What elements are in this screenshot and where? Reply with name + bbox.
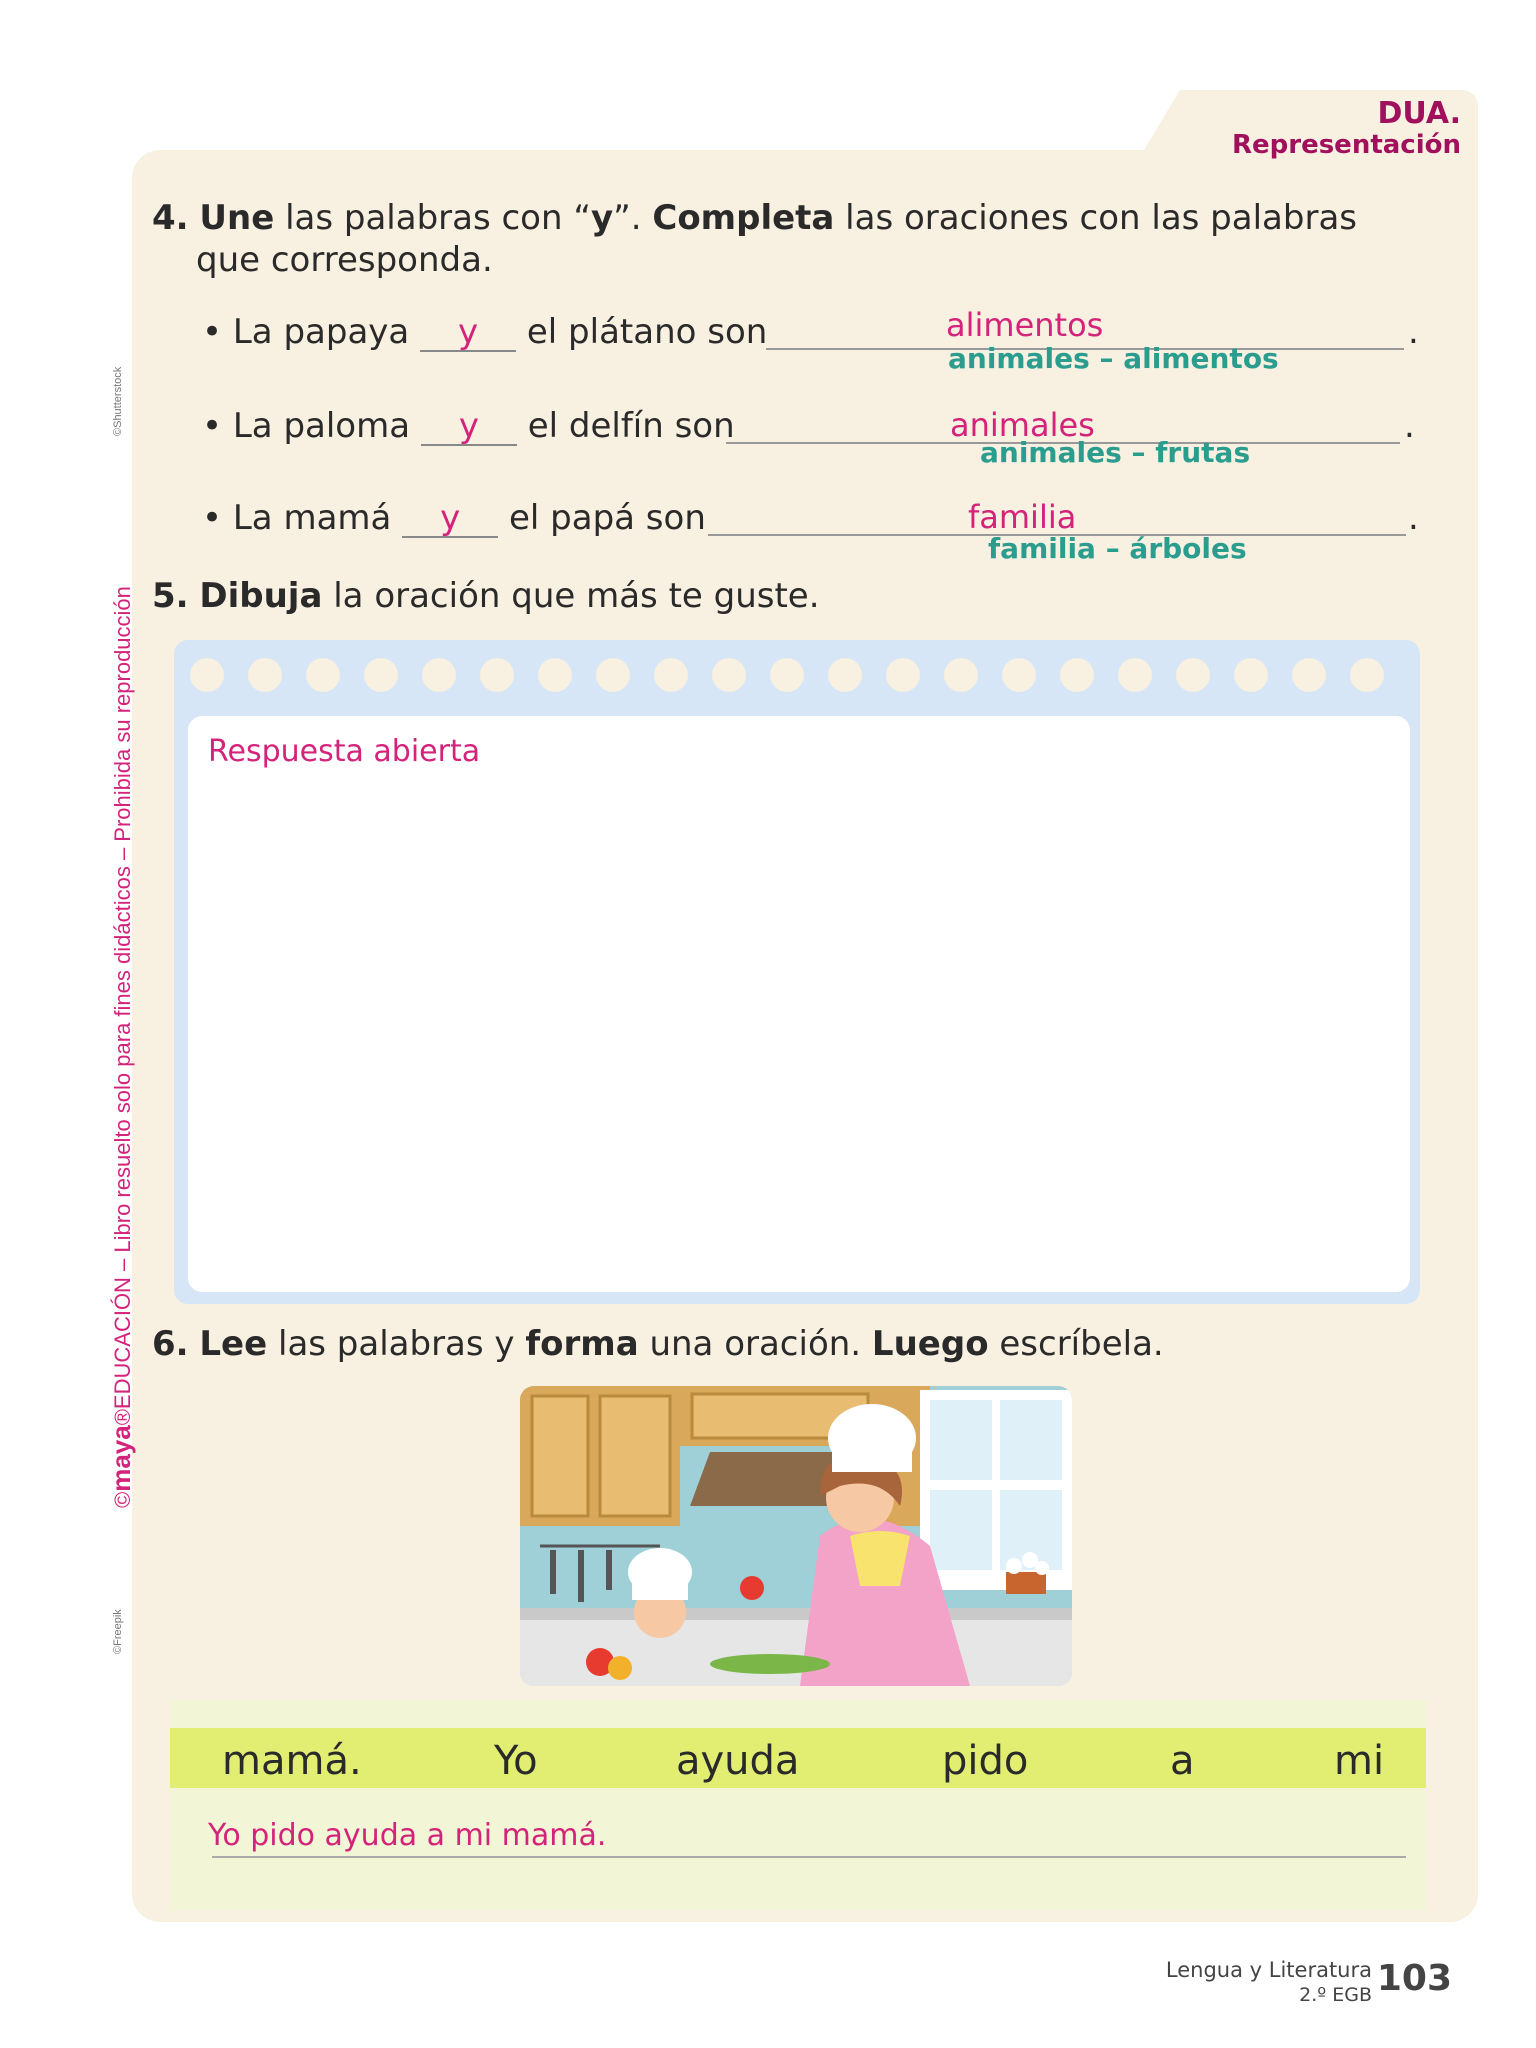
q4-row-2 xyxy=(202,404,735,446)
row3-options: familia – árboles xyxy=(988,532,1247,565)
credit-freepik: ©Freepik xyxy=(112,1609,124,1654)
q6-answer: Yo pido ayuda a mi mamá. xyxy=(208,1818,607,1853)
row2-blank[interactable]: y xyxy=(421,404,517,446)
row3-period: . xyxy=(1408,498,1419,538)
q4-text2: ”. xyxy=(613,198,653,238)
q6-text2: una oración. xyxy=(638,1324,872,1364)
q4-instruction-line2: que corresponda. xyxy=(196,240,493,280)
q6-verb-luego: Luego xyxy=(871,1324,989,1364)
credit-shutterstock: ©Shutterstock xyxy=(112,366,124,436)
dua-title: DUA. xyxy=(1377,96,1461,131)
row1-options: animales – alimentos xyxy=(948,342,1279,375)
ring-hole xyxy=(190,658,224,692)
ring-hole xyxy=(944,658,978,692)
q6-text1: las palabras y xyxy=(267,1324,526,1364)
q4-row-3 xyxy=(202,496,706,538)
ring-hole xyxy=(422,658,456,692)
row1-answer: alimentos xyxy=(946,306,1104,344)
ring-hole xyxy=(538,658,572,692)
brand-logo: maya xyxy=(106,1425,136,1492)
ring-hole xyxy=(770,658,804,692)
ring-hole xyxy=(654,658,688,692)
q4-text1: las palabras con “ xyxy=(274,198,591,238)
row2-answer: animales xyxy=(950,406,1095,444)
word-chip: Yo xyxy=(494,1738,538,1784)
q4-number: 4. xyxy=(152,198,189,238)
copyright-symbol: © xyxy=(110,1491,135,1508)
q6-text3: escríbela. xyxy=(988,1324,1164,1364)
q4-text3: las oraciones con las palabras xyxy=(834,198,1357,238)
row1-lead: • La papaya xyxy=(202,312,410,352)
row2-period: . xyxy=(1404,406,1415,446)
q5-instruction xyxy=(152,576,820,616)
q4-verb-completa: Completa xyxy=(652,198,835,238)
row1-period: . xyxy=(1408,312,1419,352)
q5-answer: Respuesta abierta xyxy=(208,734,481,769)
ring-hole xyxy=(480,658,514,692)
q6-number: 6. xyxy=(152,1324,189,1364)
word-chip: pido xyxy=(942,1738,1029,1784)
row1-mid: el plátano son xyxy=(526,312,768,352)
ring-hole xyxy=(1292,658,1326,692)
ring-hole xyxy=(364,658,398,692)
q4-verb-une: Une xyxy=(199,198,275,238)
footer-grade: 2.º EGB xyxy=(1299,1984,1372,2006)
q4-row-1 xyxy=(202,310,767,352)
ring-hole xyxy=(306,658,340,692)
ring-hole xyxy=(1350,658,1384,692)
word-chip: mamá. xyxy=(222,1738,362,1784)
q4-instruction xyxy=(152,198,1357,238)
kitchen-illustration xyxy=(520,1386,1072,1686)
row3-answer: familia xyxy=(968,498,1077,536)
ring-hole xyxy=(1118,658,1152,692)
footer-subject: Lengua y Literatura xyxy=(1165,1958,1372,1982)
q6-verb-forma: forma xyxy=(525,1324,639,1364)
ring-hole xyxy=(248,658,282,692)
copyright-text: ®EDUCACIÓN – Libro resuelto solo para fines didácticos – Prohibida su reproducción xyxy=(110,586,135,1426)
ring-hole xyxy=(712,658,746,692)
q4-y: y xyxy=(590,198,614,238)
row1-blank[interactable]: y xyxy=(420,310,516,352)
ring-hole xyxy=(828,658,862,692)
ring-hole xyxy=(1060,658,1094,692)
row2-mid: el delfín son xyxy=(527,406,735,446)
copyright-notice xyxy=(106,586,137,1508)
q5-verb: Dibuja xyxy=(199,576,323,616)
q5-text: la oración que más te guste. xyxy=(322,576,820,616)
q5-number: 5. xyxy=(152,576,189,616)
ring-hole xyxy=(596,658,630,692)
row2-options: animales – frutas xyxy=(980,436,1251,469)
dua-subtitle: Representación xyxy=(1231,130,1461,160)
page-number: 103 xyxy=(1376,1958,1452,1999)
word-chip: ayuda xyxy=(676,1738,800,1784)
ring-hole xyxy=(1234,658,1268,692)
ring-hole xyxy=(1176,658,1210,692)
row3-lead: • La mamá xyxy=(202,498,392,538)
row3-mid: el papá son xyxy=(508,498,706,538)
word-chip: a xyxy=(1170,1738,1195,1784)
ring-hole xyxy=(1002,658,1036,692)
q6-instruction xyxy=(152,1324,1164,1364)
row3-blank[interactable]: y xyxy=(402,496,498,538)
word-chip: mi xyxy=(1334,1738,1385,1784)
q6-verb-lee: Lee xyxy=(199,1324,268,1364)
q6-answer-line[interactable] xyxy=(212,1856,1406,1858)
ring-hole xyxy=(886,658,920,692)
drawing-area[interactable] xyxy=(188,716,1410,1292)
row2-lead: • La paloma xyxy=(202,406,411,446)
